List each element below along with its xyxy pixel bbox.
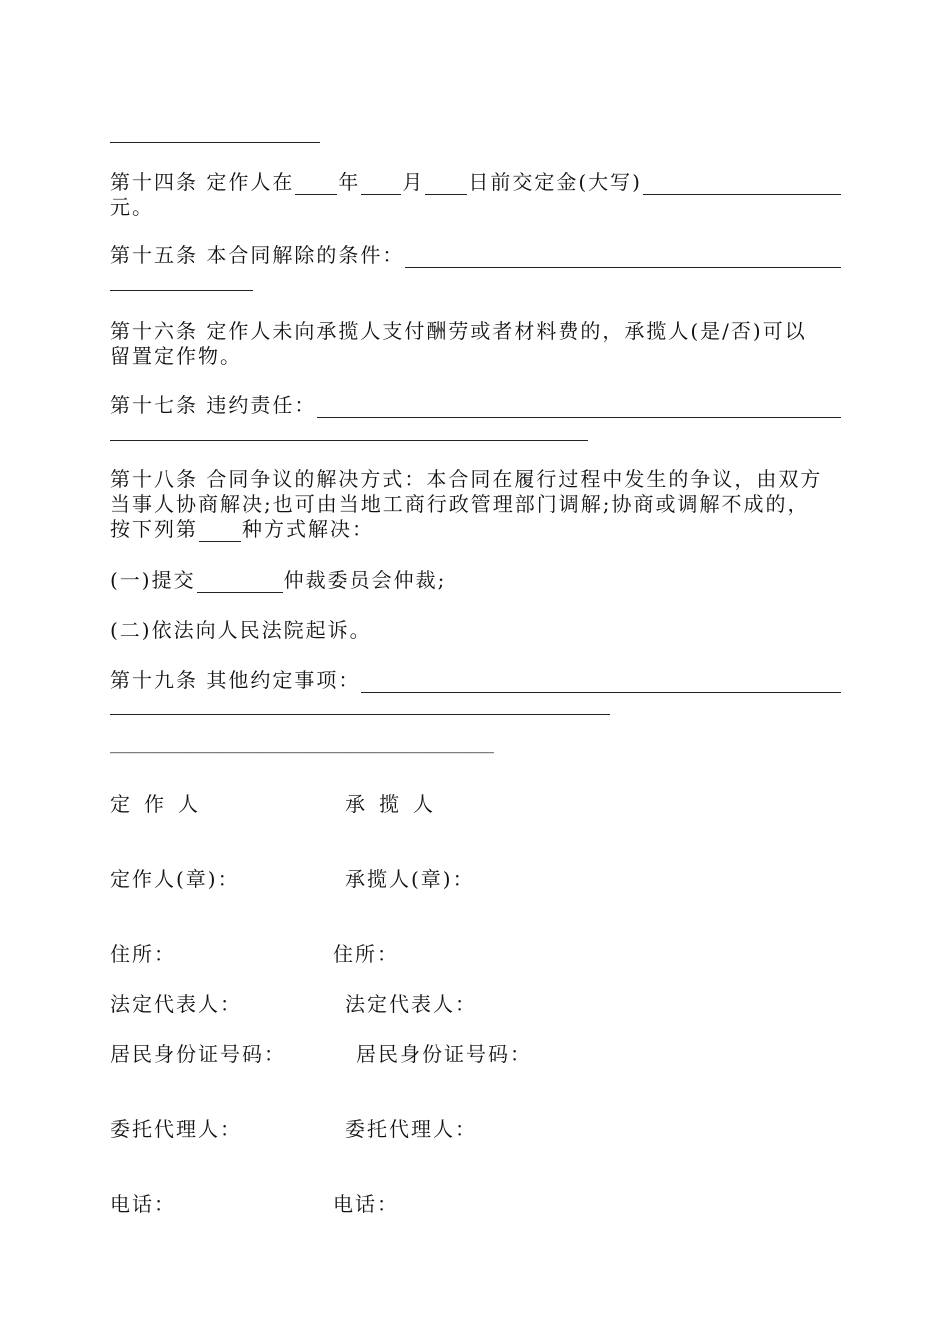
left-id-label: 居民身份证号码： — [110, 1042, 286, 1066]
right-agent-label: 委托代理人： — [345, 1117, 477, 1141]
right-party-title: 承揽人 — [345, 792, 447, 816]
day-blank — [425, 174, 467, 195]
article-18-line3-suffix: 种方式解决： — [242, 517, 374, 541]
year-label: 年 — [338, 170, 361, 194]
article-16-line1: 第十六条 定作人未向承揽人支付酬劳或者材料费的，承揽人(是/否)可以 — [110, 319, 807, 343]
deposit-amount-blank — [643, 174, 841, 195]
month-blank — [361, 174, 401, 195]
right-phone-label: 电话： — [333, 1192, 399, 1216]
termination-conditions-blank — [405, 247, 841, 268]
article-15 — [110, 243, 842, 268]
blank-line — [110, 440, 588, 441]
article-14 — [110, 170, 842, 220]
deposit-label: 日前交定金(大写) — [468, 170, 642, 194]
article-18-line3-prefix: 按下列第 — [110, 517, 198, 541]
article-19-text: 第十九条 其他约定事项： — [110, 668, 361, 692]
left-phone-label: 电话： — [110, 1192, 176, 1216]
right-representative-label: 法定代表人： — [345, 992, 477, 1016]
dashed-line — [110, 732, 842, 757]
option-1 — [110, 568, 842, 593]
left-representative-label: 法定代表人： — [110, 992, 242, 1016]
option-2 — [110, 618, 842, 643]
article-16 — [110, 319, 842, 369]
article-14-tail: 元。 — [110, 195, 154, 219]
right-seal-label: 承揽人(章)： — [345, 867, 475, 891]
option-1-prefix: (一)提交 — [110, 568, 196, 592]
article-18-line1: 第十八条 合同争议的解决方式：本合同在履行过程中发生的争议，由双方 — [110, 467, 823, 491]
article-19 — [110, 668, 842, 693]
blank-line — [110, 290, 253, 291]
contract-page — [110, 0, 842, 1344]
arbitration-committee-blank — [197, 572, 283, 593]
liability-blank — [317, 397, 841, 418]
blank-line — [110, 714, 610, 715]
right-id-label: 居民身份证号码： — [356, 1042, 532, 1066]
article-15-text: 第十五条 本合同解除的条件： — [110, 243, 405, 267]
method-number-blank — [199, 521, 241, 542]
year-blank — [295, 174, 337, 195]
left-agent-label: 委托代理人： — [110, 1117, 242, 1141]
left-address-label: 住所： — [110, 942, 176, 966]
option-2-text: (二)依法向人民法院起诉。 — [110, 618, 372, 642]
other-matters-blank — [361, 672, 841, 693]
article-18 — [110, 467, 842, 542]
option-1-suffix: 仲裁委员会仲裁; — [283, 568, 447, 592]
article-17 — [110, 393, 842, 418]
left-seal-label: 定作人(章)： — [110, 867, 240, 891]
article-18-line2: 当事人协商解决;也可由当地工商行政管理部门调解;协商或调解不成的， — [110, 492, 810, 516]
dashed-text: _______________________________________ — [110, 734, 494, 754]
month-label: 月 — [402, 170, 425, 194]
left-party-title: 定作人 — [110, 792, 212, 816]
article-16-line2: 留置定作物。 — [110, 344, 242, 368]
article-17-text: 第十七条 违约责任： — [110, 393, 317, 417]
blank-line — [110, 142, 320, 143]
right-address-label: 住所： — [333, 942, 399, 966]
article-14-prefix: 第十四条 定作人在 — [110, 170, 295, 194]
